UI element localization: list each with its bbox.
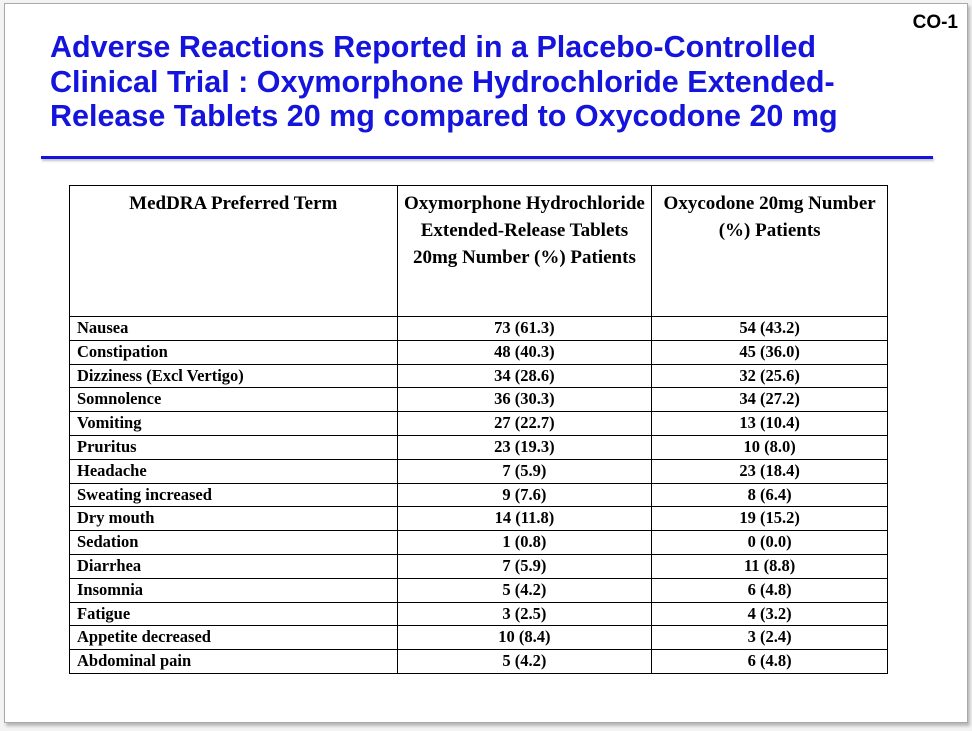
row-oxycodone: 10 (8.0) xyxy=(652,435,888,459)
table-row xyxy=(70,602,888,626)
table-row xyxy=(70,364,888,388)
table-row xyxy=(70,340,888,364)
row-oxycodone: 34 (27.2) xyxy=(652,388,888,412)
row-term: Abdominal pain xyxy=(70,650,398,674)
row-oxycodone: 13 (10.4) xyxy=(652,412,888,436)
row-term: Diarrhea xyxy=(70,554,398,578)
table-row xyxy=(70,578,888,602)
table-header-row xyxy=(70,186,888,317)
row-oxymorphone: 14 (11.8) xyxy=(397,507,652,531)
row-term: Constipation xyxy=(70,340,398,364)
table-row xyxy=(70,554,888,578)
row-oxymorphone: 48 (40.3) xyxy=(397,340,652,364)
row-oxycodone: 45 (36.0) xyxy=(652,340,888,364)
row-oxymorphone: 5 (4.2) xyxy=(397,578,652,602)
row-oxymorphone: 3 (2.5) xyxy=(397,602,652,626)
row-oxycodone: 8 (6.4) xyxy=(652,483,888,507)
header-oxymorphone: Oxymorphone Hydrochloride Extended-Release Tablets 20mg Number (%) Patients xyxy=(397,186,652,317)
row-oxymorphone: 9 (7.6) xyxy=(397,483,652,507)
row-oxycodone: 0 (0.0) xyxy=(652,531,888,555)
row-oxycodone: 32 (25.6) xyxy=(652,364,888,388)
row-oxycodone: 11 (8.8) xyxy=(652,554,888,578)
row-term: Fatigue xyxy=(70,602,398,626)
table-row xyxy=(70,626,888,650)
table-row xyxy=(70,317,888,341)
table-row xyxy=(70,483,888,507)
row-term: Sedation xyxy=(70,531,398,555)
row-oxymorphone: 5 (4.2) xyxy=(397,650,652,674)
row-oxymorphone: 27 (22.7) xyxy=(397,412,652,436)
slide xyxy=(4,3,968,723)
row-term: Headache xyxy=(70,459,398,483)
row-term: Dry mouth xyxy=(70,507,398,531)
row-oxycodone: 54 (43.2) xyxy=(652,317,888,341)
row-oxymorphone: 34 (28.6) xyxy=(397,364,652,388)
table-row xyxy=(70,650,888,674)
table-row xyxy=(70,412,888,436)
header-oxycodone: Oxycodone 20mg Number (%) Patients xyxy=(652,186,888,317)
row-oxymorphone: 10 (8.4) xyxy=(397,626,652,650)
row-oxymorphone: 23 (19.3) xyxy=(397,435,652,459)
table-row xyxy=(70,459,888,483)
row-term: Appetite decreased xyxy=(70,626,398,650)
table-row xyxy=(70,435,888,459)
slide-title: Adverse Reactions Reported in a Placebo-Controlled Clinical Trial : Oxymorphone Hydrochloride Extended-Release Tablets 20 mg compared to Oxycodone 20 mg xyxy=(50,30,838,133)
table-row xyxy=(70,507,888,531)
table-body xyxy=(70,317,888,674)
row-oxymorphone: 73 (61.3) xyxy=(397,317,652,341)
row-term: Pruritus xyxy=(70,435,398,459)
row-oxymorphone: 7 (5.9) xyxy=(397,554,652,578)
row-oxycodone: 6 (4.8) xyxy=(652,650,888,674)
header-term: MedDRA Preferred Term xyxy=(70,186,398,317)
row-term: Nausea xyxy=(70,317,398,341)
row-oxycodone: 23 (18.4) xyxy=(652,459,888,483)
row-oxymorphone: 7 (5.9) xyxy=(397,459,652,483)
row-oxycodone: 6 (4.8) xyxy=(652,578,888,602)
row-term: Dizziness (Excl Vertigo) xyxy=(70,364,398,388)
row-term: Vomiting xyxy=(70,412,398,436)
row-term: Insomnia xyxy=(70,578,398,602)
row-oxycodone: 19 (15.2) xyxy=(652,507,888,531)
table-row xyxy=(70,388,888,412)
title-divider xyxy=(41,156,933,159)
row-oxycodone: 3 (2.4) xyxy=(652,626,888,650)
slide-id: CO-1 xyxy=(912,12,958,33)
row-term: Somnolence xyxy=(70,388,398,412)
row-term: Sweating increased xyxy=(70,483,398,507)
table-row xyxy=(70,531,888,555)
adverse-reactions-table xyxy=(69,185,888,674)
row-oxycodone: 4 (3.2) xyxy=(652,602,888,626)
row-oxymorphone: 1 (0.8) xyxy=(397,531,652,555)
row-oxymorphone: 36 (30.3) xyxy=(397,388,652,412)
